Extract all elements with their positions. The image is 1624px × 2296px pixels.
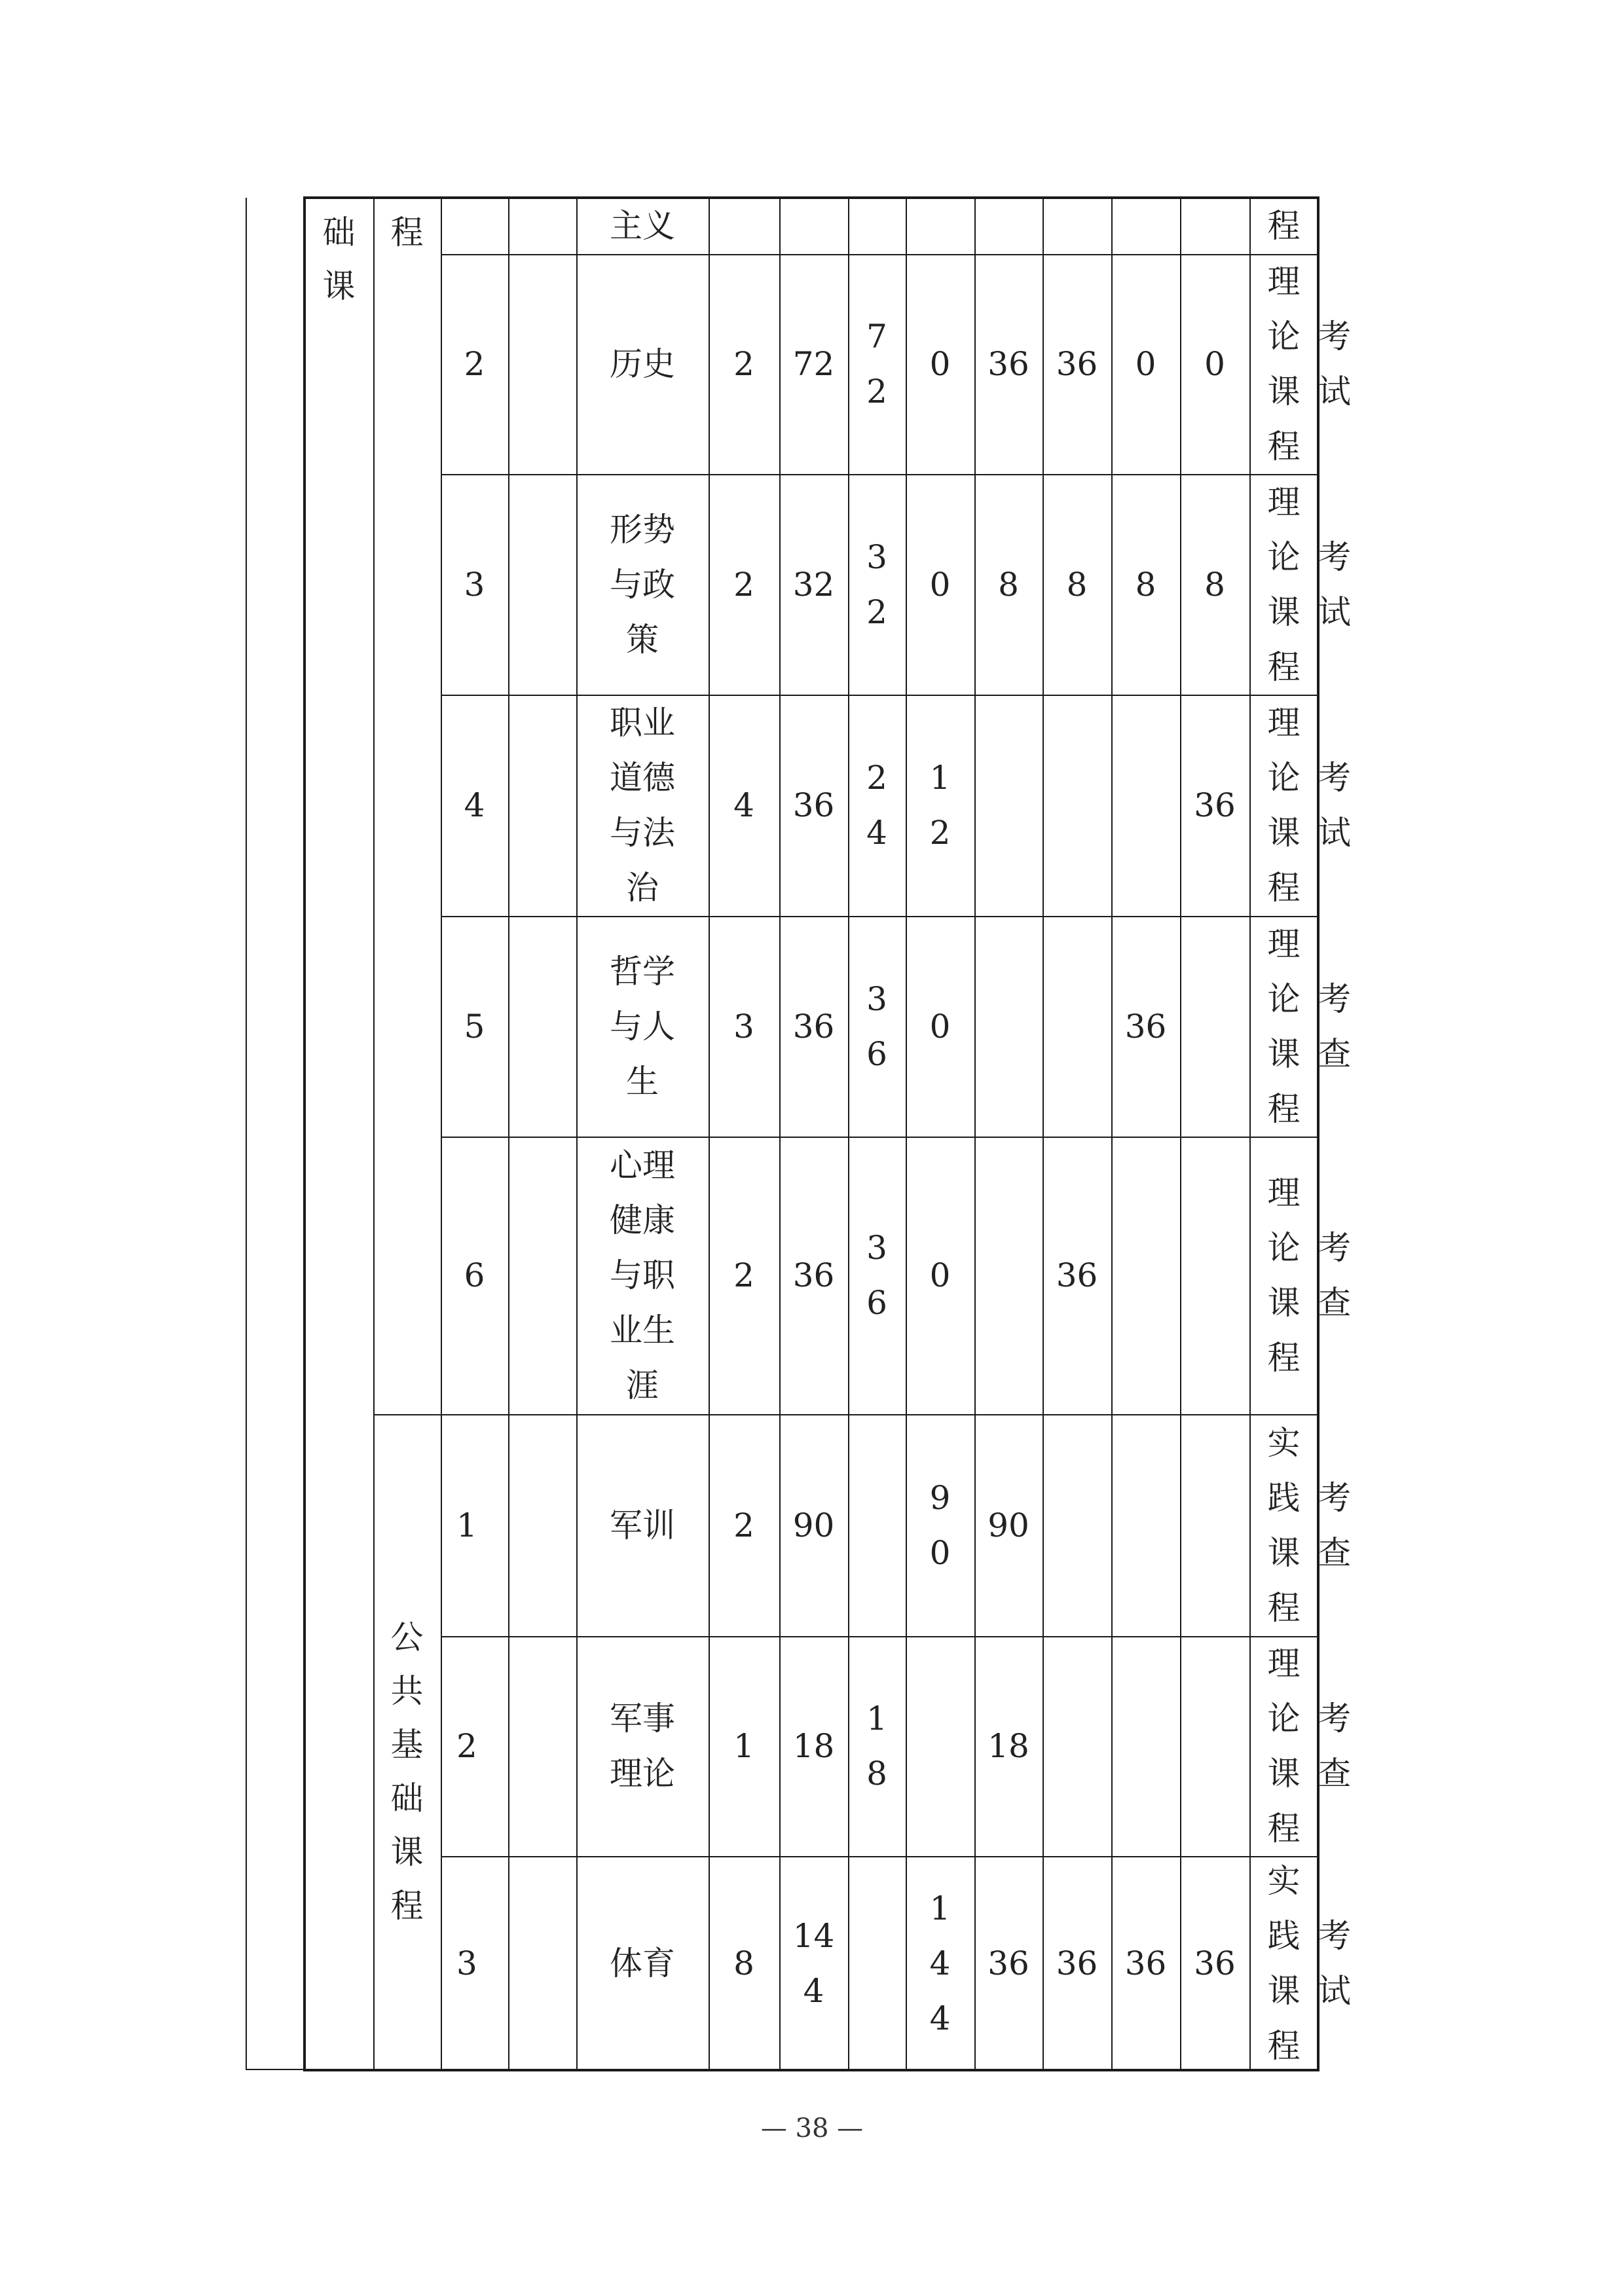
cell-no — [441, 695, 508, 916]
cell-blank — [508, 1636, 576, 1856]
cell-text: 0 — [1135, 345, 1156, 383]
cell-name — [576, 198, 709, 254]
cell-credits — [709, 474, 779, 695]
cell-practice — [906, 1137, 974, 1414]
cell-t1 — [974, 1856, 1043, 2070]
cell-hours — [779, 1414, 848, 1636]
cell-t3 — [1111, 474, 1180, 695]
group-label-sub-b: 公 共 基 础 课 程 — [390, 1618, 424, 1925]
cell-text: 哲学 与人 生 — [610, 952, 675, 1101]
cell-text: 14 4 — [792, 1916, 835, 2010]
cell-text: 历史 — [610, 345, 675, 383]
group-label-sub-a: 程 — [390, 213, 424, 251]
cell-text: 实 践 课 程 — [1267, 1861, 1301, 2065]
cell-practice — [906, 1856, 974, 2070]
cell-hours — [779, 254, 848, 474]
cell-text: 考 试 — [1318, 538, 1351, 631]
cell-text: 考 试 — [1318, 759, 1351, 852]
cell-text: 考 查 — [1318, 1700, 1351, 1793]
cell-text: 0 — [929, 345, 951, 383]
cell-text: 36 — [1056, 1944, 1098, 1982]
cell-hours — [779, 695, 848, 916]
cell-text: 理 论 课 程 — [1267, 263, 1301, 465]
cell-no — [441, 1414, 508, 1636]
cell-text: 2 — [464, 345, 485, 383]
cell-text: 7 2 — [866, 318, 887, 410]
cell-assess — [1318, 695, 1351, 916]
cell-no — [441, 916, 508, 1137]
cell-text: 8 — [998, 565, 1019, 604]
cell-text: 军事 理论 — [610, 1700, 675, 1793]
cell-text: 36 — [1056, 1256, 1098, 1294]
cell-t2 — [1043, 916, 1111, 1137]
cell-t2 — [1043, 1137, 1111, 1414]
cell-credits — [709, 1414, 779, 1636]
cell-text: 2 4 — [866, 759, 887, 852]
cell-text: 1 8 — [866, 1700, 887, 1793]
cell-type — [1249, 1137, 1318, 1414]
cell-text: 2 — [733, 565, 754, 604]
cell-t4 — [1180, 1636, 1249, 1856]
cell-credits — [709, 695, 779, 916]
cell-text: 36 — [987, 345, 1029, 383]
cell-practice — [906, 916, 974, 1137]
cell-text: 3 — [464, 565, 485, 604]
cell-credits — [709, 916, 779, 1137]
cell-text: 主义 — [610, 207, 675, 245]
cell-t4 — [1180, 474, 1249, 695]
binding-line-bottom — [246, 2069, 306, 2070]
cell-credits — [709, 1636, 779, 1856]
cell-t3 — [1111, 1414, 1180, 1636]
cell-text: 8 — [733, 1944, 754, 1982]
cell-text: 8 — [1066, 565, 1088, 604]
cell-text: 36 — [1124, 1944, 1167, 1982]
cell-t3 — [1111, 1137, 1180, 1414]
cell-type — [1249, 254, 1318, 474]
cell-text: 实 践 课 程 — [1267, 1423, 1301, 1627]
cell-text: 2 — [733, 1256, 754, 1294]
cell-theory — [848, 474, 906, 695]
cell-text: 0 — [929, 565, 951, 604]
cell-blank — [508, 916, 576, 1137]
cell-assess — [1318, 254, 1351, 474]
cell-theory — [848, 1137, 906, 1414]
cell-text: 3 6 — [866, 979, 887, 1073]
cell-t4 — [1180, 695, 1249, 916]
cell-theory — [848, 695, 906, 916]
cell-text: 36 — [1124, 1007, 1167, 1046]
cell-no — [441, 1856, 508, 2070]
cell-text: 形势 与政 策 — [610, 510, 675, 659]
cell-hours — [779, 1856, 848, 2070]
cell-practice — [906, 695, 974, 916]
cell-text: 4 — [733, 786, 754, 824]
cell-text: 0 — [929, 1007, 951, 1046]
cell-text: 程 — [1267, 207, 1301, 245]
cell-text: 2 — [733, 1506, 754, 1544]
cell-t3 — [1111, 695, 1180, 916]
cell-text: 考 查 — [1318, 979, 1351, 1073]
cell-blank — [508, 474, 576, 695]
cell-credits — [709, 198, 779, 254]
cell-name — [576, 474, 709, 695]
cell-text: 5 — [464, 1007, 485, 1046]
cell-blank — [508, 1414, 576, 1636]
cell-text: 0 — [1204, 345, 1225, 383]
cell-text: 18 — [792, 1727, 835, 1765]
cell-text: 4 — [464, 786, 485, 824]
cell-theory — [848, 198, 906, 254]
cell-no — [441, 1137, 508, 1414]
cell-type — [1249, 198, 1318, 254]
cell-t2 — [1043, 1856, 1111, 2070]
cell-t4 — [1180, 254, 1249, 474]
cell-t3 — [1111, 1636, 1180, 1856]
cell-hours — [779, 198, 848, 254]
cell-text: 3 2 — [866, 538, 887, 631]
cell-text: 1 4 4 — [929, 1889, 951, 2037]
cell-t4 — [1180, 1137, 1249, 1414]
cell-text: 8 — [1204, 565, 1225, 604]
cell-t1 — [974, 695, 1043, 916]
cell-text: 36 — [1194, 1944, 1236, 1982]
cell-assess — [1318, 1137, 1351, 1414]
cell-t2 — [1043, 198, 1111, 254]
cell-no — [441, 1636, 508, 1856]
cell-text: 36 — [1194, 786, 1236, 824]
cell-t1 — [974, 474, 1043, 695]
cell-text: 9 0 — [929, 1478, 951, 1572]
cell-t1 — [974, 916, 1043, 1137]
cell-text: 1 — [733, 1727, 754, 1765]
cell-text: 理 论 课 程 — [1267, 483, 1301, 686]
cell-t4 — [1180, 1414, 1249, 1636]
cell-t2 — [1043, 695, 1111, 916]
cell-t2 — [1043, 474, 1111, 695]
cell-text: 90 — [987, 1506, 1029, 1544]
cell-text: 理 论 课 程 — [1267, 704, 1301, 907]
cell-text: 8 — [1135, 565, 1156, 604]
cell-text: 32 — [792, 565, 835, 604]
cell-blank — [508, 695, 576, 916]
cell-t2 — [1043, 254, 1111, 474]
cell-t2 — [1043, 1636, 1111, 1856]
cell-text: 考 试 — [1318, 1916, 1351, 2010]
cell-blank — [508, 1856, 576, 2070]
cell-t4 — [1180, 198, 1249, 254]
cell-text: 3 6 — [866, 1229, 887, 1322]
cell-text: 职业 道德 与法 治 — [610, 704, 675, 907]
cell-text: 3 — [733, 1007, 754, 1046]
cell-t3 — [1111, 1856, 1180, 2070]
cell-practice — [906, 198, 974, 254]
cell-name — [576, 1856, 709, 2070]
cell-text: 理 论 课 程 — [1267, 1645, 1301, 1848]
cell-hours — [779, 474, 848, 695]
cell-theory — [848, 1856, 906, 2070]
cell-text: 考 查 — [1318, 1478, 1351, 1572]
cell-text: 2 — [456, 1727, 477, 1765]
cell-theory — [848, 1636, 906, 1856]
cell-text: 考 查 — [1318, 1229, 1351, 1322]
cell-text: 体育 — [610, 1944, 675, 1982]
cell-name — [576, 254, 709, 474]
cell-no — [441, 474, 508, 695]
cell-type — [1249, 1636, 1318, 1856]
cell-blank — [508, 1137, 576, 1414]
cell-name — [576, 695, 709, 916]
cell-blank — [508, 254, 576, 474]
cell-t1 — [974, 1137, 1043, 1414]
cell-text: 36 — [792, 786, 835, 824]
cell-name — [576, 1137, 709, 1414]
cell-assess — [1318, 1414, 1351, 1636]
cell-text: 36 — [792, 1256, 835, 1294]
group-label-outer: 础 课 — [322, 213, 356, 305]
cell-type — [1249, 1856, 1318, 2070]
cell-type — [1249, 474, 1318, 695]
cell-blank — [508, 198, 576, 254]
cell-t3 — [1111, 254, 1180, 474]
cell-text: 6 — [464, 1256, 485, 1294]
cell-hours — [779, 916, 848, 1137]
cell-hours — [779, 1137, 848, 1414]
cell-type — [1249, 916, 1318, 1137]
cell-name — [576, 1636, 709, 1856]
cell-t3 — [1111, 198, 1180, 254]
cell-theory — [848, 916, 906, 1137]
cell-hours — [779, 1636, 848, 1856]
cell-theory — [848, 254, 906, 474]
cell-name — [576, 916, 709, 1137]
cell-text: 考 试 — [1318, 318, 1351, 410]
cell-t4 — [1180, 916, 1249, 1137]
cell-text: 0 — [929, 1256, 951, 1294]
cell-text: 2 — [733, 345, 754, 383]
cell-text: 军训 — [610, 1506, 675, 1544]
cell-assess — [1318, 1636, 1351, 1856]
binding-line — [246, 198, 247, 2070]
cell-practice — [906, 474, 974, 695]
cell-no — [441, 198, 508, 254]
cell-type — [1249, 695, 1318, 916]
cell-name — [576, 1414, 709, 1636]
cell-type — [1249, 1414, 1318, 1636]
cell-text: 1 — [456, 1506, 477, 1544]
cell-t4 — [1180, 1856, 1249, 2070]
cell-no — [441, 254, 508, 474]
cell-assess — [1318, 474, 1351, 695]
cell-t1 — [974, 1414, 1043, 1636]
cell-text: 72 — [792, 345, 835, 383]
cell-text: 心理 健康 与职 业生 涯 — [610, 1146, 675, 1404]
cell-theory — [848, 1414, 906, 1636]
cell-credits — [709, 254, 779, 474]
cell-practice — [906, 1414, 974, 1636]
cell-text: 18 — [987, 1727, 1029, 1765]
cell-t2 — [1043, 1414, 1111, 1636]
cell-practice — [906, 254, 974, 474]
cell-text: 理 论 课 程 — [1267, 1174, 1301, 1377]
cell-credits — [709, 1856, 779, 2070]
cell-text: 理 论 课 程 — [1267, 924, 1301, 1128]
cell-credits — [709, 1137, 779, 1414]
cell-assess — [1318, 916, 1351, 1137]
cell-text: 3 — [456, 1944, 477, 1982]
cell-assess — [1318, 1856, 1351, 2070]
cell-text: 90 — [792, 1506, 835, 1544]
cell-text: 1 2 — [929, 759, 951, 852]
cell-practice — [906, 1636, 974, 1856]
cell-text: 36 — [987, 1944, 1029, 1982]
cell-t1 — [974, 1636, 1043, 1856]
page-number: — 38 — — [760, 2113, 864, 2143]
cell-text: 36 — [1056, 345, 1098, 383]
cell-t1 — [974, 254, 1043, 474]
cell-t3 — [1111, 916, 1180, 1137]
cell-t1 — [974, 198, 1043, 254]
cell-text: 36 — [792, 1007, 835, 1046]
